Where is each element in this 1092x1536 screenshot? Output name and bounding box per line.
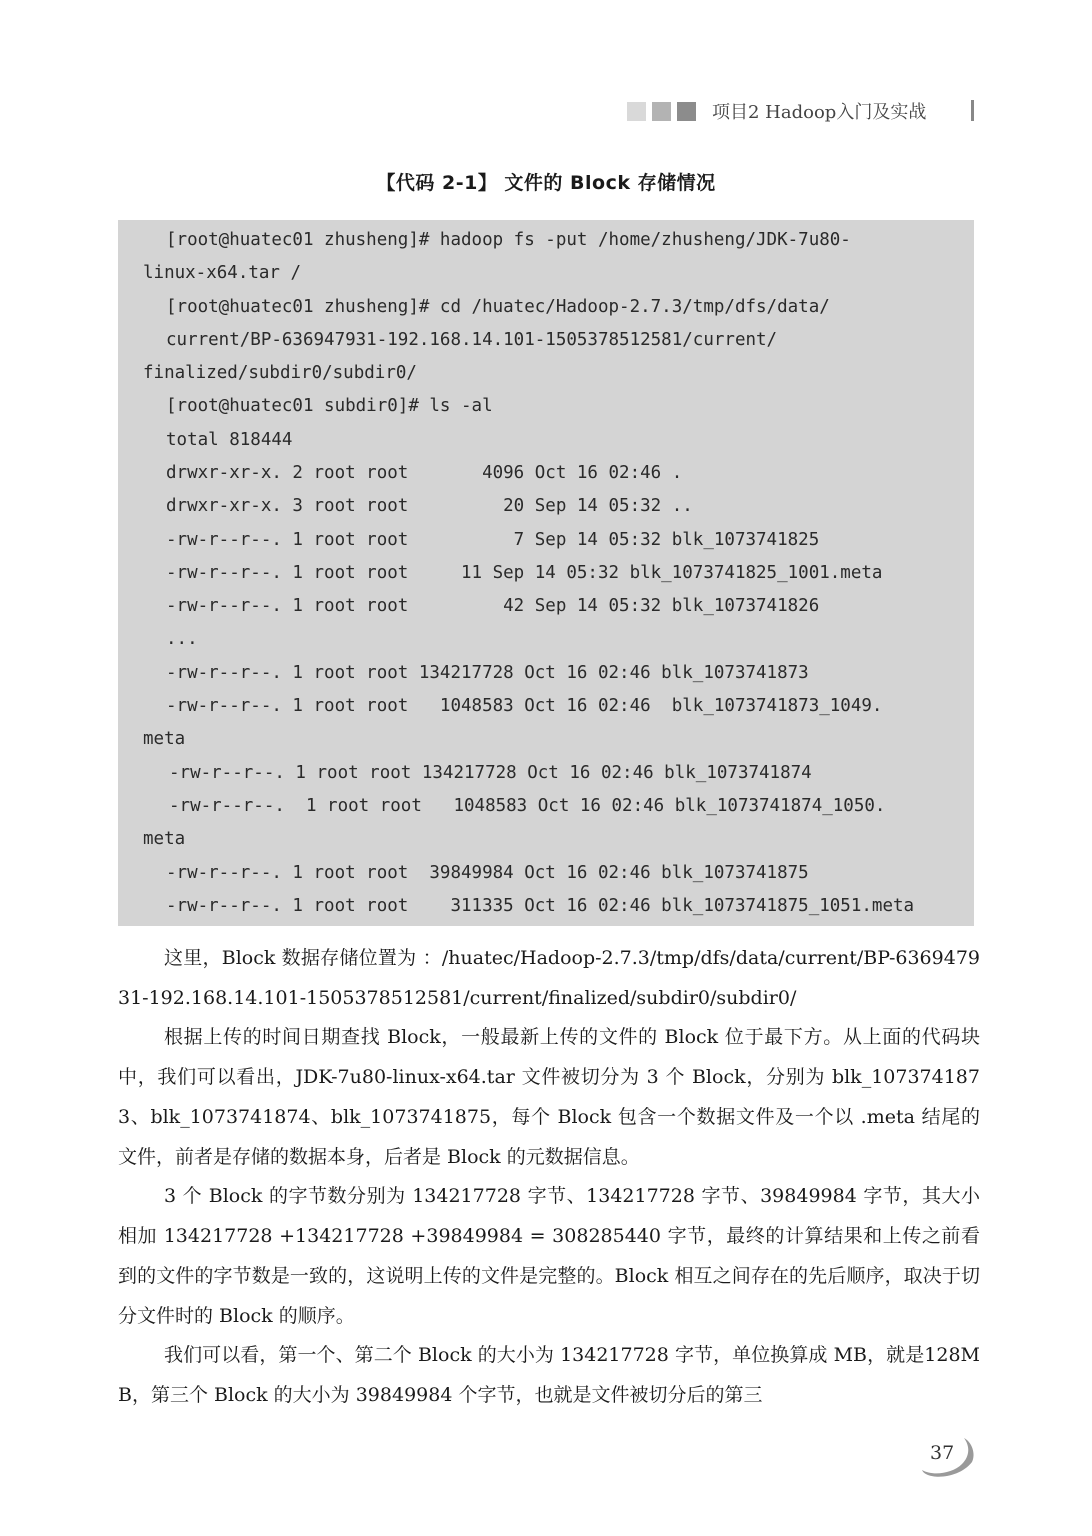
paragraph-block-lookup: 根据上传的时间日期查找 Block，一般最新上传的文件的 Block 位于最下方。从上面的代码块中，我们可以看出，JDK-7u80-linux-x64.tar 文件被切分为 3 个 Block，分别为 blk_1073741873、blk_1073741874、blk_1073741875，每个 Block 包含一个数据文件及一个以 .meta 结尾的文件，前者是存储的数据本身，后者是 Block 的元数据信息。 [118, 1026, 980, 1168]
code-line: -rw-r--r--. 1 root root 42 Sep 14 05:32 blk_1073741826 [166, 596, 820, 616]
paragraph-block-size: 我们可以看，第一个、第二个 Block 的大小为 134217728 字节，单位换算成 MB，就是128MB，第三个 Block 的大小为 39849984 个字节，也就是文件被切分后的第三 [118, 1344, 980, 1406]
header-divider [971, 100, 974, 121]
code-line: current/BP-636947931-192.168.14.101-1505378512581/current/ [166, 330, 778, 350]
code-line: total 818444 [166, 430, 293, 450]
code-line: meta [143, 829, 186, 849]
header-square-light [627, 102, 646, 121]
page-number: 37 [930, 1442, 955, 1464]
code-line: -rw-r--r--. 1 root root 311335 Oct 16 02:46 blk_1073741875_1051.meta [166, 896, 915, 916]
header-title: 项目2 Hadoop入门及实战 [712, 102, 927, 123]
code-line: [root@huatec01 zhusheng]# cd /huatec/Hadoop-2.7.3/tmp/dfs/data/ [166, 297, 830, 317]
paragraph-byte-sum: 3 个 Block 的字节数分别为 134217728 字节、134217728 字节、39849984 字节，其大小相加 134217728 +134217728 +39849984 = 308285440 字节，最终的计算结果和上传之前看到的文件的字节数是一致的，这说明上传的文件是完整的。Block 相互之间存在的先后顺序，取决于切分文件时的 Block 的顺序。 [118, 1185, 980, 1327]
code-line: meta [143, 729, 186, 749]
code-block [118, 220, 974, 926]
code-line: -rw-r--r--. 1 root root 1048583 Oct 16 02:46 blk_1073741874_1050. [169, 796, 886, 816]
code-caption: 【代码 2-1】 文件的 Block 存储情况 [376, 172, 716, 194]
code-line: -rw-r--r--. 1 root root 39849984 Oct 16 02:46 blk_1073741875 [166, 863, 809, 883]
running-header [627, 96, 926, 126]
code-line: [root@huatec01 subdir0]# ls -al [166, 396, 493, 416]
code-line: -rw-r--r--. 1 root root 11 Sep 14 05:32 blk_1073741825_1001.meta [166, 563, 883, 583]
code-line: -rw-r--r--. 1 root root 7 Sep 14 05:32 blk_1073741825 [166, 530, 820, 550]
code-line: drwxr-xr-x. 3 root root 20 Sep 14 05:32 .. [166, 496, 693, 516]
header-square-dark [677, 102, 696, 121]
code-line: -rw-r--r--. 1 root root 1048583 Oct 16 02:46 blk_1073741873_1049. [166, 696, 883, 716]
code-line: linux-x64.tar / [143, 263, 302, 283]
code-line: finalized/subdir0/subdir0/ [143, 363, 417, 383]
code-line: [root@huatec01 zhusheng]# hadoop fs -put /home/zhusheng/JDK-7u80- [166, 230, 851, 250]
code-line: -rw-r--r--. 1 root root 134217728 Oct 16 02:46 blk_1073741874 [169, 763, 812, 783]
code-line: drwxr-xr-x. 2 root root 4096 Oct 16 02:46 . [166, 463, 683, 483]
code-line: ... [166, 629, 198, 649]
header-square-mid [652, 102, 671, 121]
code-line: -rw-r--r--. 1 root root 134217728 Oct 16 02:46 blk_1073741873 [166, 663, 809, 683]
paragraph-storage-location: 这里，Block 数据存储位置为 ：/huatec/Hadoop-2.7.3/tmp/dfs/data/current/BP-636947931-192.168.14.101-1505378512581/current/finalized/subdir0/subdir0/ [118, 947, 980, 1009]
